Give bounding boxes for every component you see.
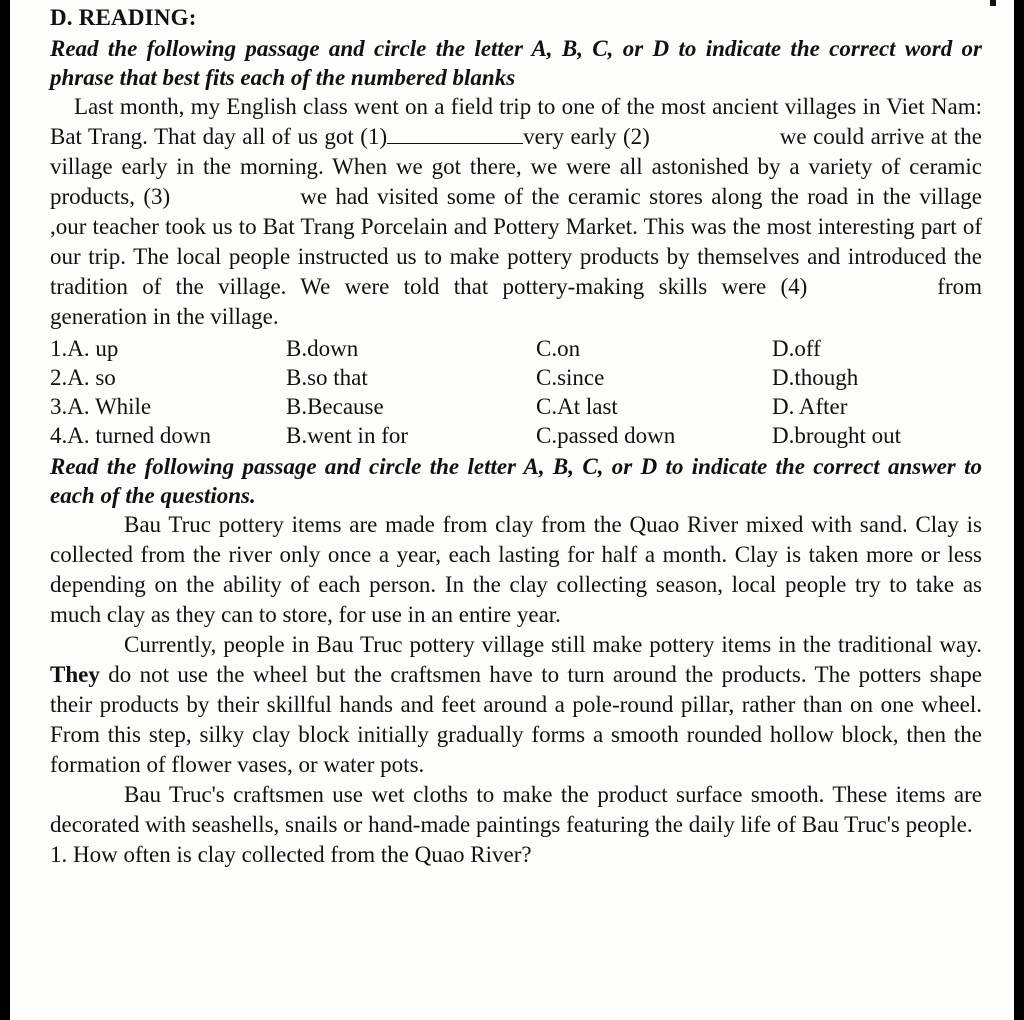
option-1b[interactable]: B.down <box>286 336 359 361</box>
option-4c[interactable]: C.passed down <box>536 423 676 448</box>
answer-options <box>50 334 982 450</box>
passage-text-1: Last month, my English class went on a field trip to one of the most ancient villages in Viet Nam: Bat Trang. That day all of us got <box>50 94 982 149</box>
option-2d[interactable]: D.though <box>772 365 859 390</box>
option-2a[interactable]: 2.A. so <box>50 365 116 390</box>
option-1d[interactable]: D.off <box>772 336 821 361</box>
blank-number-2: (2) <box>622 124 650 149</box>
bold-reference-word: They <box>50 662 100 687</box>
option-row-1 <box>50 334 982 363</box>
passage-text-4: we had visited some of the ceramic stores along the road in the village ,our teacher took us to Bat Trang Porcelain and Pottery Market. This was the most interesting part of our trip. The local people instructed us to make pottery products by themselves and introduced the tradition of the village. We were told that pottery-making skills were <box>50 184 982 299</box>
worksheet-page <box>10 0 1014 1020</box>
paragraph-2-rest: do not use the wheel but the craftsmen have to turn around the products. The potters shape their products by their skillful hands and feet around a pole-round pillar, rather than on one wheel. From this step, silky clay block initially gradually forms a smooth rounded hollow block, then the formation of flower vases, or water pots. <box>50 662 982 777</box>
option-3b[interactable]: B.Because <box>286 394 384 419</box>
blank-1-line <box>387 125 523 144</box>
option-row-4 <box>50 421 982 450</box>
passage-text-3: we could arrive at the village early in the morning. When we got there, we were all astonished by a variety of ceramic products, <box>50 124 982 209</box>
option-3c[interactable]: C.At last <box>536 394 618 419</box>
option-2c[interactable]: C.since <box>536 365 605 390</box>
reading-paragraph-3: Bau Truc's craftsmen use wet cloths to make the product surface smooth. These items are decorated with seashells, snails or hand-made paintings featuring the daily life of Bau Truc's people. <box>50 782 982 837</box>
reading-paragraph-2 <box>50 630 982 780</box>
option-row-3 <box>50 392 982 421</box>
option-1a[interactable]: 1.A. up <box>50 336 119 361</box>
passage-text-2: very early <box>523 124 623 149</box>
option-4b[interactable]: B.went in for <box>286 423 409 448</box>
option-row-2 <box>50 363 982 392</box>
passage-text-5: from generation in the village. <box>50 274 982 329</box>
reading-passage <box>50 510 982 840</box>
blank-number-1: (1) <box>360 124 388 149</box>
option-4d[interactable]: D.brought out <box>772 423 902 448</box>
option-4a[interactable]: 4.A. turned down <box>50 423 211 448</box>
part2-instruction: Read the following passage and circle the letter A, B, C, or D to indicate the correct answer to each of the questions. <box>50 454 982 508</box>
reading-paragraph-1: Bau Truc pottery items are made from clay from the Quao River mixed with sand. Clay is collected from the river only once a year, each lasting for half a month. Clay is taken more or less depending on the ability of each person. In the clay collecting season, local people try to take as much clay as they can to store, for use in an entire year. <box>50 512 982 627</box>
paragraph-2-start: Currently, people in Bau Truc pottery village still make pottery items in the traditional way. <box>124 632 982 657</box>
blank-number-4: (4) <box>780 274 808 299</box>
option-3a[interactable]: 3.A. While <box>50 394 152 419</box>
part1-instruction: Read the following passage and circle the letter A, B, C, or D to indicate the correct word or phrase that best fits each of the numbered blanks <box>50 36 982 90</box>
option-1c[interactable]: C.on <box>536 336 581 361</box>
corner-mark <box>990 0 996 6</box>
blank-number-3: (3) <box>143 184 171 209</box>
question-1: 1. How often is clay collected from the Quao River? <box>50 842 532 867</box>
option-2b[interactable]: B.so that <box>286 365 368 390</box>
cloze-passage <box>50 92 982 332</box>
section-title: D. READING: <box>50 5 197 30</box>
option-3d[interactable]: D. After <box>772 394 848 419</box>
cloze-paragraph <box>50 92 982 332</box>
